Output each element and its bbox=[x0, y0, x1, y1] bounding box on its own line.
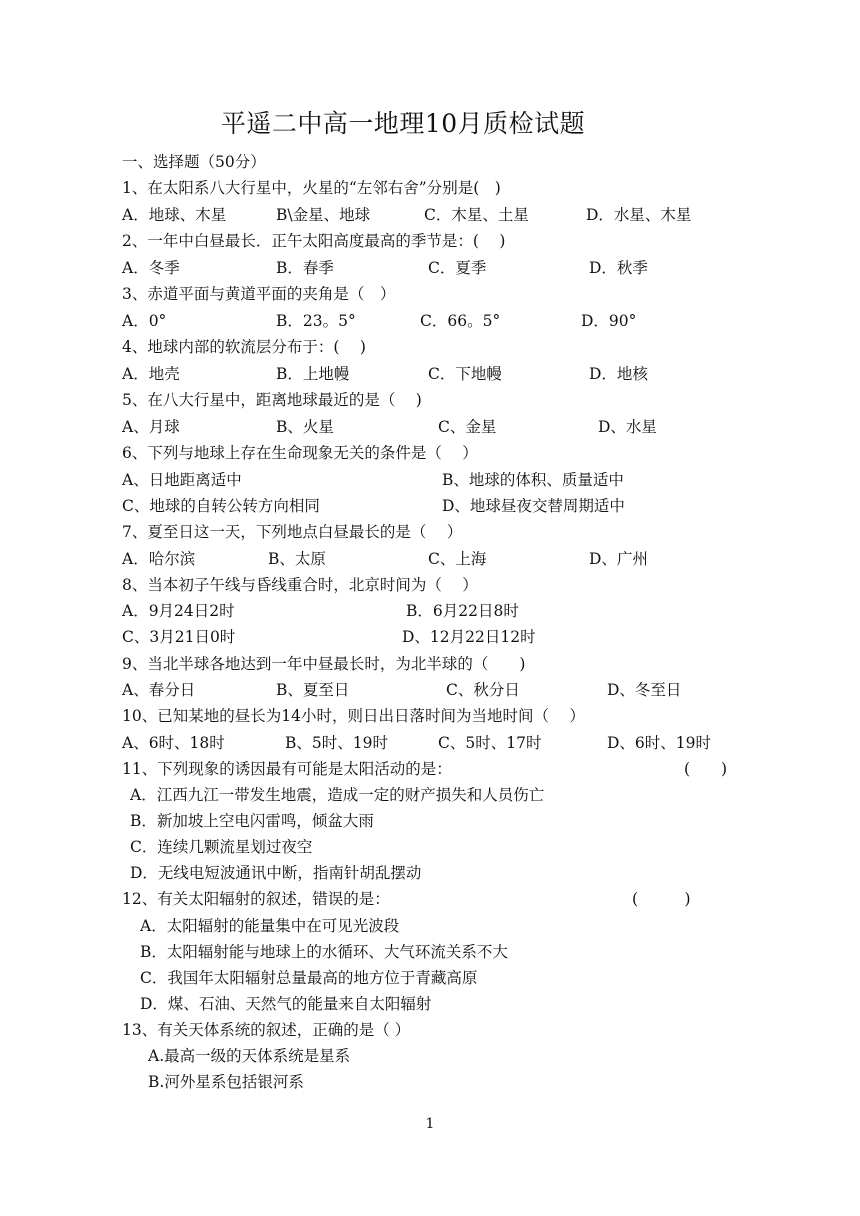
option: D、地球昼夜交替周期适中 bbox=[442, 497, 625, 515]
question-stem: 9、当北半球各地达到一年中昼最长时，为北半球的（ ) bbox=[122, 655, 526, 673]
section-heading: 一、选择题（50分） bbox=[122, 153, 266, 171]
answer-blank: ( ) bbox=[632, 890, 691, 908]
option: C、5时、17时 bbox=[438, 734, 542, 752]
option: B\金星、地球 bbox=[276, 206, 371, 224]
option: A、春分日 bbox=[122, 681, 196, 699]
question-stem: 6、下列与地球上存在生命现象无关的条件是（ ） bbox=[122, 444, 478, 462]
option: A、日地距离适中 bbox=[122, 471, 242, 489]
option: A、6时、18时 bbox=[122, 734, 225, 752]
option-row bbox=[0, 470, 860, 490]
option: C、秋分日 bbox=[446, 681, 520, 699]
option: C．下地幔 bbox=[428, 365, 502, 383]
option: B．新加坡上空电闪雷鸣，倾盆大雨 bbox=[130, 812, 374, 830]
option: C．木星、土星 bbox=[424, 206, 529, 224]
option-row bbox=[0, 680, 860, 700]
option: D．地核 bbox=[589, 365, 648, 383]
option: B.河外星系包括银河系 bbox=[148, 1073, 304, 1091]
option-row bbox=[0, 258, 860, 278]
question-stem: 4、地球内部的软流层分布于：( ) bbox=[122, 338, 366, 356]
option: C、上海 bbox=[428, 550, 487, 568]
question-stem: 8、当本初子午线与昏线重合时，北京时间为（ ） bbox=[122, 576, 478, 594]
option: A．地球、木星 bbox=[122, 206, 227, 224]
option: A．太阳辐射的能量集中在可见光波段 bbox=[140, 917, 400, 935]
option: A.最高一级的天体系统是星系 bbox=[148, 1047, 351, 1065]
option-row bbox=[0, 496, 860, 516]
option: B、火星 bbox=[276, 418, 334, 436]
option: B．6月22日8时 bbox=[406, 602, 519, 620]
option: B、夏至日 bbox=[276, 681, 350, 699]
question-stem: 12、有关太阳辐射的叙述，错误的是： bbox=[122, 890, 390, 908]
option: C．连续几颗流星划过夜空 bbox=[130, 838, 313, 856]
option: C、金星 bbox=[438, 418, 497, 436]
option-row bbox=[0, 205, 860, 225]
option-row bbox=[0, 311, 860, 331]
option: D、冬至日 bbox=[607, 681, 682, 699]
option-row bbox=[0, 417, 860, 437]
option-row bbox=[0, 627, 860, 647]
option: B、地球的体积、质量适中 bbox=[442, 471, 624, 489]
option: A．哈尔滨 bbox=[122, 550, 196, 568]
option: A．9月24日2时 bbox=[122, 602, 235, 620]
question-stem: 2、一年中白昼最长．正午太阳高度最高的季节是：( ) bbox=[122, 232, 506, 250]
option: C、地球的自转公转方向相同 bbox=[122, 497, 320, 515]
option: D．秋季 bbox=[589, 259, 648, 277]
option: D、广州 bbox=[589, 550, 648, 568]
option: A．0° bbox=[122, 312, 167, 330]
option: B．上地幔 bbox=[276, 365, 350, 383]
option: C．夏季 bbox=[428, 259, 487, 277]
option-row bbox=[0, 549, 860, 569]
option: A．江西九江一带发生地震，造成一定的财产损失和人员伤亡 bbox=[130, 786, 545, 804]
option-row bbox=[0, 733, 860, 753]
option: D．煤、石油、天然气的能量来自太阳辐射 bbox=[140, 995, 432, 1013]
page-title: 平遥二中高一地理10月质检试题 bbox=[220, 109, 586, 138]
option: B．太阳辐射能与地球上的水循环、大气环流关系不大 bbox=[140, 943, 508, 961]
option: C．我国年太阳辐射总量最高的地方位于青藏高原 bbox=[140, 969, 478, 987]
option: D、6时、19时 bbox=[607, 734, 712, 752]
option-row bbox=[0, 601, 860, 621]
option: C．66。5° bbox=[420, 312, 501, 330]
question-stem: 3、赤道平面与黄道平面的夹角是（ ） bbox=[122, 285, 396, 303]
question-stem: 10、已知某地的昼长为14小时，则日出日落时间为当地时间（ ） bbox=[122, 707, 585, 725]
page-number: 1 bbox=[425, 1116, 435, 1132]
option: D．水星、木星 bbox=[586, 206, 692, 224]
option: A．地壳 bbox=[122, 365, 180, 383]
question-stem: 5、在八大行星中，距离地球最近的是（ ) bbox=[122, 391, 422, 409]
answer-blank: ( ) bbox=[684, 760, 728, 778]
option: C、3月21日0时 bbox=[122, 628, 236, 646]
option: D．90° bbox=[581, 312, 637, 330]
option: B．春季 bbox=[276, 259, 334, 277]
option: A．冬季 bbox=[122, 259, 180, 277]
question-stem: 11、下列现象的诱因最有可能是太阳活动的是： bbox=[122, 760, 452, 778]
question-stem: 7、夏至日这一天，下列地点白昼最长的是（ ） bbox=[122, 523, 463, 541]
option: D．无线电短波通讯中断，指南针胡乱摆动 bbox=[130, 864, 422, 882]
option-row bbox=[0, 364, 860, 384]
question-stem: 13、有关天体系统的叙述，正确的是（ ） bbox=[122, 1021, 411, 1039]
option: B．23。5° bbox=[276, 312, 356, 330]
option: A、月球 bbox=[122, 418, 180, 436]
question-stem: 1、在太阳系八大行星中，火星的“左邻右舍”分别是( ) bbox=[122, 179, 501, 197]
option: B、5时、19时 bbox=[285, 734, 388, 752]
option: D、12月22日12时 bbox=[402, 628, 536, 646]
option: D、水星 bbox=[598, 418, 657, 436]
option: B、太原 bbox=[268, 550, 326, 568]
